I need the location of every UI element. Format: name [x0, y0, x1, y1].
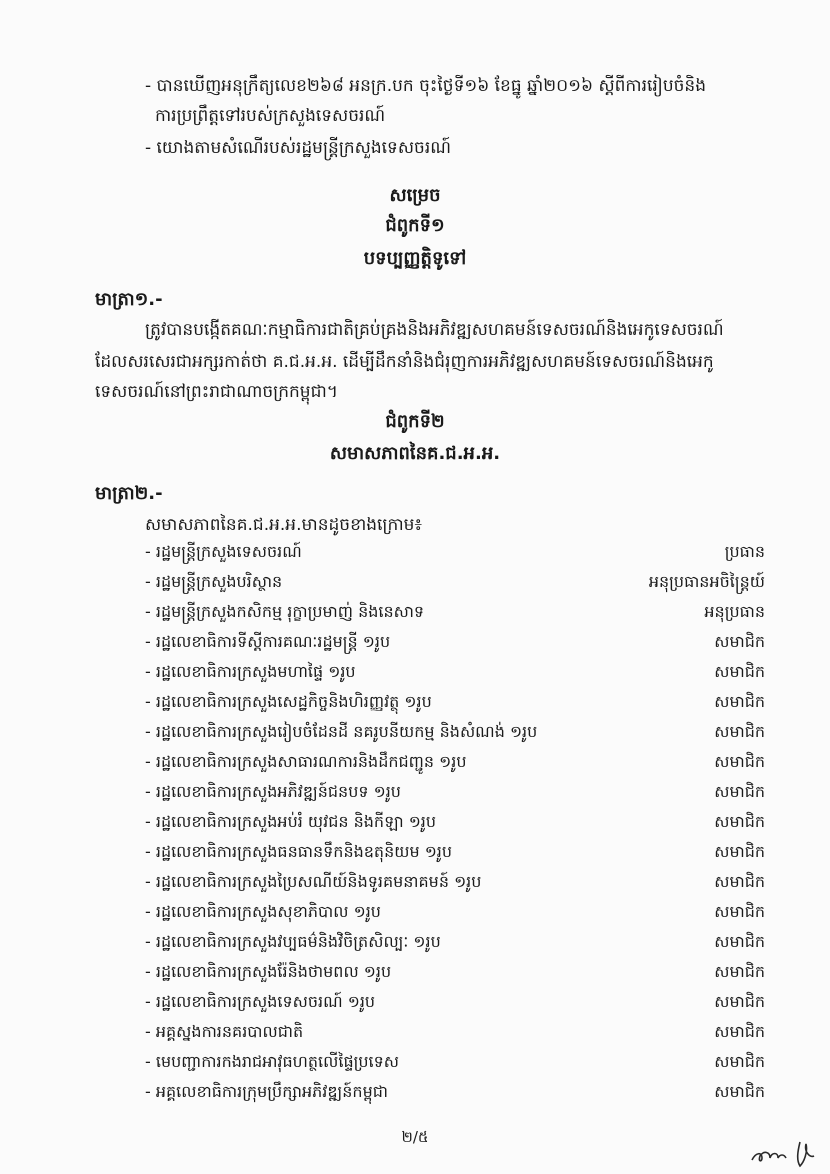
- member-role: សមាជិក: [714, 1022, 765, 1041]
- preamble-line-1: - បានឃើញអនុក្រឹត្យលេខ២៦៨ អនក្រ.បក ចុះថ្ងៃទី១៦ ខែធ្នូ ឆ្នាំ២០១៦ ស្ដីពីការរៀបចំនិង: [145, 76, 707, 96]
- member-role: សមាជិក: [714, 752, 765, 771]
- member-position: - រដ្ឋលេខាធិការក្រសួងសាធារណការនិងដឹកជញ្ជូន ១រូប: [145, 752, 467, 771]
- member-role: សមាជិក: [714, 722, 765, 741]
- member-position: - អគ្គស្នងការនគរបាលជាតិ: [145, 1022, 304, 1041]
- list-item: [145, 570, 765, 594]
- list-item: [145, 810, 765, 834]
- list-item: [145, 930, 765, 954]
- list-item: [145, 1080, 765, 1104]
- list-item: [145, 1050, 765, 1074]
- list-item: [145, 990, 765, 1014]
- list-item: [145, 600, 765, 624]
- member-role: សមាជិក: [714, 962, 765, 981]
- list-item: [145, 540, 765, 564]
- member-role: សមាជិក: [714, 902, 765, 921]
- member-position: - រដ្ឋលេខាធិការទីស្ដីការគណៈរដ្ឋមន្ត្រី ១រូប: [145, 632, 391, 651]
- chapter2-title: ជំពូកទី២: [385, 411, 445, 432]
- article1-line-1: ត្រូវបានបង្កើតគណៈកម្មាធិការជាតិគ្រប់គ្រងនិងអភិវឌ្ឍសហគមន៍ទេសចរណ៍និងអេកូទេសចរណ៍: [145, 320, 724, 340]
- member-position: - រដ្ឋលេខាធិការក្រសួងធនធានទឹកនិងឧតុនិយម ១រូប: [145, 842, 453, 861]
- page-number: ២/៥: [401, 1128, 429, 1146]
- article1-line-2: ដែលសរសេរជាអក្សរកាត់ថា គ.ជ.អ.អ. ដើម្បីដឹកនាំនិងជំរុញការអភិវឌ្ឍសហគមន៍ទេសចរណ៍និងអេកូ: [95, 352, 714, 372]
- member-position: - រដ្ឋមន្ត្រីក្រសួងទេសចរណ៍: [145, 542, 302, 561]
- member-position: - រដ្ឋលេខាធិការក្រសួងអភិវឌ្ឍន៍ជនបទ ១រូប: [145, 782, 401, 801]
- article1-line-3: ទេសចរណ៍នៅព្រះរាជាណាចក្រកម្ពុជា។: [95, 382, 338, 402]
- member-position: - រដ្ឋលេខាធិការក្រសួងរ៉ែនិងថាមពល ១រូប: [145, 962, 392, 981]
- preamble-line-2: ការប្រព្រឹត្តទៅរបស់ក្រសួងទេសចរណ៍: [155, 106, 386, 126]
- member-position: - អគ្គលេខាធិការក្រុមប្រឹក្សាអភិវឌ្ឍន៍កម្ពុជា: [145, 1082, 388, 1101]
- list-item: [145, 870, 765, 894]
- member-role: សមាជិក: [714, 932, 765, 951]
- article2-heading: មាត្រា២.-: [95, 483, 163, 504]
- member-position: - រដ្ឋមន្ត្រីក្រសួងបរិស្ថាន: [145, 572, 283, 591]
- member-position: - រដ្ឋលេខាធិការក្រសួងរៀបចំដែនដី នគរូបនីយកម្ម និងសំណង់ ១រូប: [145, 722, 538, 741]
- member-position: - រដ្ឋលេខាធិការក្រសួងវប្បធម៌និងវិចិត្រសិល្បៈ ១រូប: [145, 932, 441, 951]
- article2-intro: សមាសភាពនៃគ.ជ.អ.អ.មានដូចខាងក្រោម៖: [145, 515, 422, 535]
- decision-title: សម្រេច: [389, 185, 441, 206]
- member-position: - រដ្ឋលេខាធិការក្រសួងសេដ្ឋកិច្ចនិងហិរញ្ញវត្ថុ ១រូប: [145, 692, 432, 711]
- member-role: អនុប្រធានអចិន្ត្រៃយ៍: [648, 572, 765, 591]
- member-role: សមាជិក: [714, 872, 765, 891]
- member-position: - រដ្ឋលេខាធិការក្រសួងប្រៃសណីយ៍និងទូរគមនាគមន៍ ១រូប: [145, 872, 482, 891]
- member-role: សមាជិក: [714, 782, 765, 801]
- member-role: សមាជិក: [714, 1052, 765, 1071]
- list-item: [145, 1020, 765, 1044]
- member-role: សមាជិក: [714, 992, 765, 1011]
- member-position: - រដ្ឋលេខាធិការក្រសួងសុខាភិបាល ១រូប: [145, 902, 381, 921]
- member-role: ប្រធាន: [724, 542, 765, 561]
- member-role: សមាជិក: [714, 662, 765, 681]
- chapter1-subtitle: បទប្បញ្ញត្តិទូទៅ: [363, 248, 467, 269]
- member-role: សមាជិក: [714, 812, 765, 831]
- list-item: [145, 840, 765, 864]
- member-role: សមាជិក: [714, 692, 765, 711]
- member-role: អនុប្រធាន: [704, 602, 765, 621]
- list-item: [145, 660, 765, 684]
- handwritten-initials: [748, 1138, 818, 1170]
- list-item: [145, 690, 765, 714]
- chapter2-subtitle: សមាសភាពនៃគ.ជ.អ.អ.: [329, 443, 501, 464]
- member-position: - រដ្ឋលេខាធិការក្រសួងទេសចរណ៍ ១រូប: [145, 992, 376, 1011]
- member-role: សមាជិក: [714, 1082, 765, 1101]
- list-item: [145, 720, 765, 744]
- article1-heading: មាត្រា១.-: [95, 289, 163, 310]
- list-item: [145, 900, 765, 924]
- member-position: - រដ្ឋលេខាធិការក្រសួងមហាផ្ទៃ ១រូប: [145, 662, 356, 681]
- chapter1-title: ជំពូកទី១: [385, 215, 445, 236]
- list-item: [145, 960, 765, 984]
- member-position: - រដ្ឋមន្ត្រីក្រសួងកសិកម្ម រុក្ខាប្រមាញ់ និងនេសាទ: [145, 602, 425, 621]
- list-item: [145, 630, 765, 654]
- member-position: - មេបញ្ជាការកងរាជអាវុធហត្ថលើផ្ទៃប្រទេស: [145, 1052, 399, 1071]
- preamble-line-3: - យោងតាមសំណើរបស់រដ្ឋមន្ត្រីក្រសួងទេសចរណ៍: [145, 138, 451, 158]
- member-role: សមាជិក: [714, 632, 765, 651]
- member-role: សមាជិក: [714, 842, 765, 861]
- list-item: [145, 750, 765, 774]
- member-position: - រដ្ឋលេខាធិការក្រសួងអប់រំ យុវជន និងកីឡា ១រូប: [145, 812, 437, 831]
- list-item: [145, 780, 765, 804]
